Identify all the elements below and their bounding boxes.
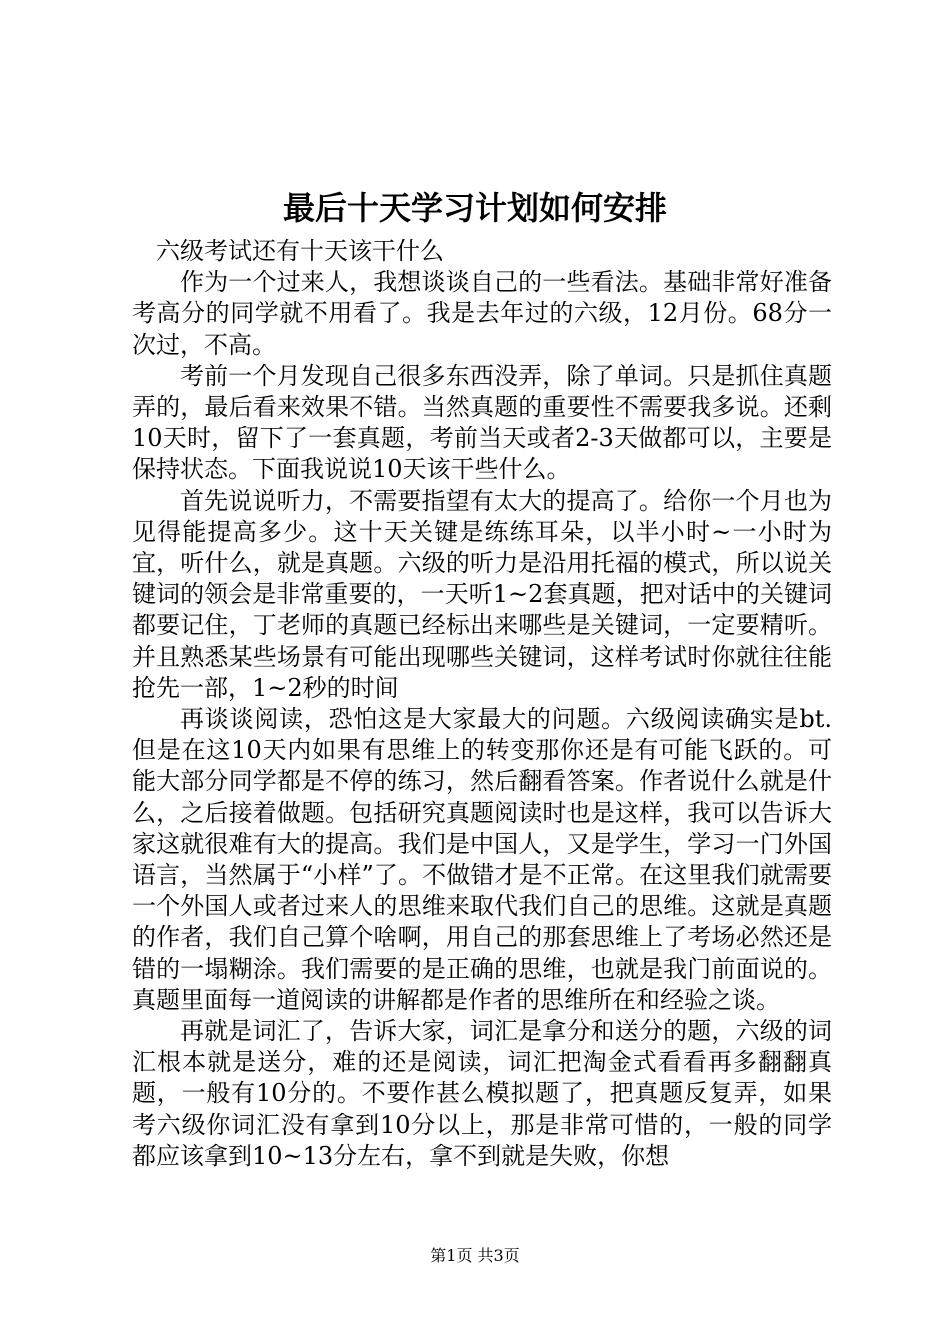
paragraph-exam-prep: 考前一个月发现自己很多东西没弄，除了单词。只是抓住真题弄的，最后看来效果不错。当然真题的重要性不需要我多说。还剩10天时，留下了一套真题，考前当天或者2-3天做都可以，主要是保持状态。下面我说说10天该干些什么。 bbox=[132, 361, 832, 484]
paragraph-reading: 再谈谈阅读，恐怕这是大家最大的问题。六级阅读确实是bt.但是在这10天内如果有思维上的转变那你还是有可能飞跃的。可能大部分同学都是不停的练习，然后翻看答案。作者说什么就是什么，之后接着做题。包括研究真题阅读时也是这样，我可以告诉大家这就很难有大的提高。我们是中国人，又是学生，学习一门外国语言，当然属于“小样”了。不做错才是不正常。在这里我们就需要一个外国人或者过来人的思维来取代我们自己的思维。这就是真题的作者，我们自己算个啥啊，用自己的那套思维上了考场必然还是错的一塌糊涂。我们需要的是正确的思维，也就是我门前面说的。真题里面每一道阅读的讲解都是作者的思维所在和经验之谈。 bbox=[132, 705, 832, 1014]
paragraph-listening: 首先说说听力，不需要指望有太大的提高了。给你一个月也为见得能提高多少。这十天关键是练练耳朵，以半小时~一小时为宜，听什么，就是真题。六级的听力是沿用托福的模式，所以说关键词的领会是非常重要的，一天听1~2套真题，把对话中的关键词都要记住，丁老师的真题已经标出来哪些是关键词，一定要精听。并且熟悉某些场景有可能出现哪些关键词，这样考试时你就往往能抢先一部，1~2秒的时间 bbox=[132, 486, 832, 702]
document-body bbox=[132, 236, 832, 1172]
page-footer: 第1页 共3页 bbox=[430, 1246, 520, 1265]
paragraph-intro: 作为一个过来人，我想谈谈自己的一些看法。基础非常好准备考高分的同学就不用看了。我是去年过的六级，12月份。68分一次过，不高。 bbox=[132, 268, 832, 359]
document-title: 最后十天学习计划如何安排 bbox=[282, 189, 667, 227]
paragraph-vocabulary: 再就是词汇了，告诉大家，词汇是拿分和送分的题，六级的词汇根本就是送分，难的还是阅读，词汇把淘金式看看再多翻翻真题，一般有10分的。不要作甚么模拟题了，把真题反复弄，如果考六级你词汇没有拿到10分以上，那是非常可惜的，一般的同学都应该拿到10~13分左右，拿不到就是失败，你想 bbox=[132, 1017, 832, 1170]
subtitle-line: 六级考试还有十天该干什么 bbox=[156, 237, 444, 265]
